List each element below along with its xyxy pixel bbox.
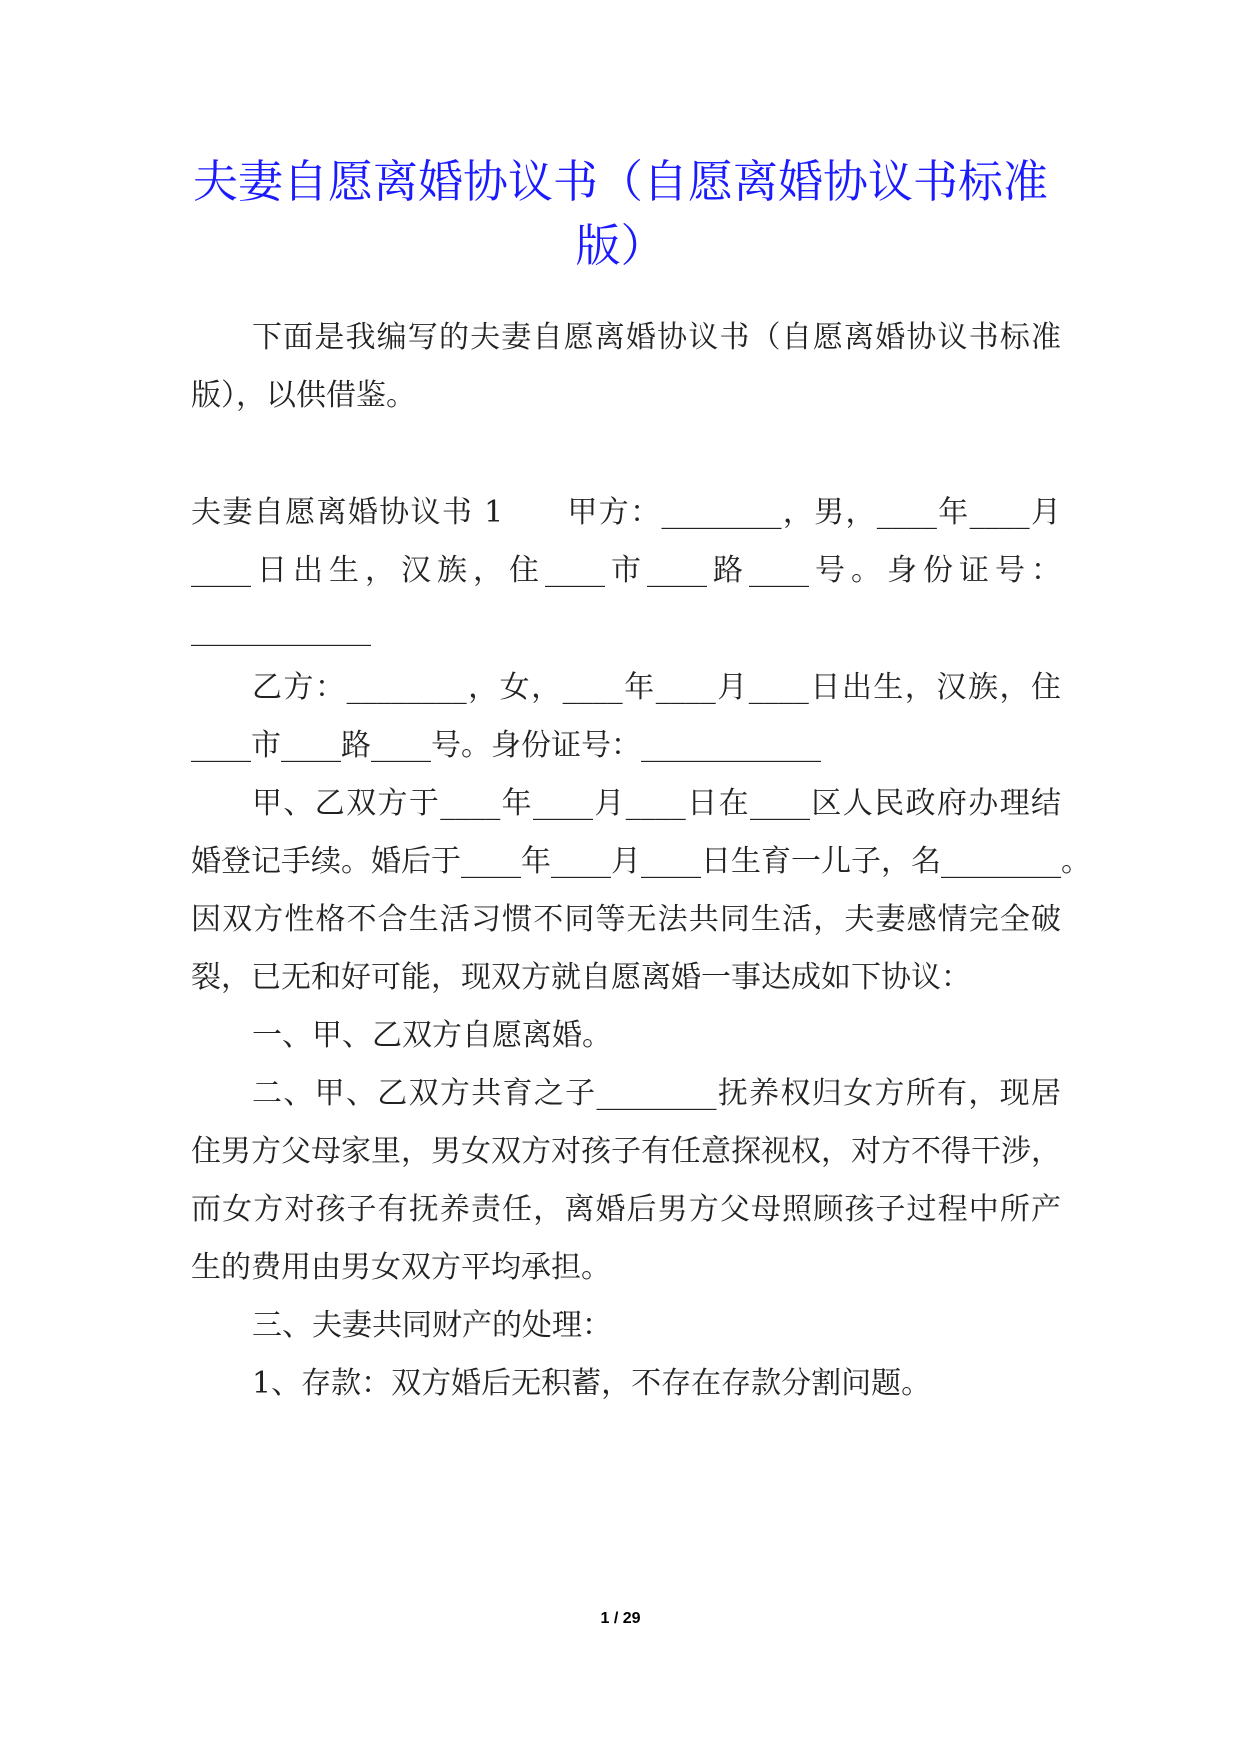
clause-2-line-4: 生的费用由男女双方平均承担。 bbox=[191, 1250, 611, 1285]
document-title-line-2: 版） bbox=[575, 219, 666, 272]
page-number: 1 / 29 bbox=[600, 1610, 641, 1627]
clause-3-heading: 三、夫妻共同财产的处理： bbox=[252, 1308, 612, 1343]
party-b-line-2: ____市____路____号。身份证号：____________ bbox=[191, 728, 821, 763]
clause-3-item-1: 1、存款：双方婚后无积蓄，不存在存款分割问题。 bbox=[252, 1366, 932, 1401]
clause-2-line-1: 二、甲、乙双方共育之子________抚养权归女方所有，现居 bbox=[252, 1076, 1061, 1111]
clause-2-line-3: 而女方对孩子有抚养责任，离婚后男方父母照顾孩子过程中所产 bbox=[191, 1192, 1061, 1227]
marriage-line-3: 因双方性格不合生活习惯不同等无法共同生活，夫妻感情完全破 bbox=[191, 902, 1061, 937]
clause-1: 一、甲、乙双方自愿离婚。 bbox=[252, 1018, 612, 1053]
party-b-line-1: 乙方：________，女，____年____月____日出生，汉族，住 bbox=[252, 670, 1061, 705]
marriage-line-2: 婚登记手续。婚后于____年____月____日生育一儿子，名________。 bbox=[191, 844, 1091, 879]
document-title-line-1: 夫妻自愿离婚协议书（自愿离婚协议书标准 bbox=[192, 155, 1048, 208]
clause-2-line-2: 住男方父母家里，男女双方对孩子有任意探视权，对方不得干涉， bbox=[191, 1134, 1061, 1169]
party-a-line-1: 夫妻自愿离婚协议书 1 甲方：________，男，____年____月 bbox=[191, 495, 1061, 530]
marriage-line-1: 甲、乙双方于____年____月____日在____区人民政府办理结 bbox=[252, 786, 1061, 821]
intro-line-1: 下面是我编写的夫妻自愿离婚协议书（自愿离婚协议书标准 bbox=[252, 320, 1061, 355]
party-a-line-3: ____________ bbox=[191, 612, 371, 647]
marriage-line-4: 裂，已无和好可能，现双方就自愿离婚一事达成如下协议： bbox=[191, 960, 971, 995]
party-a-line-2: ____日出生，汉族，住____市____路____号。身份证号： bbox=[191, 553, 1061, 588]
intro-line-2: 版），以供借鉴。 bbox=[191, 378, 416, 413]
